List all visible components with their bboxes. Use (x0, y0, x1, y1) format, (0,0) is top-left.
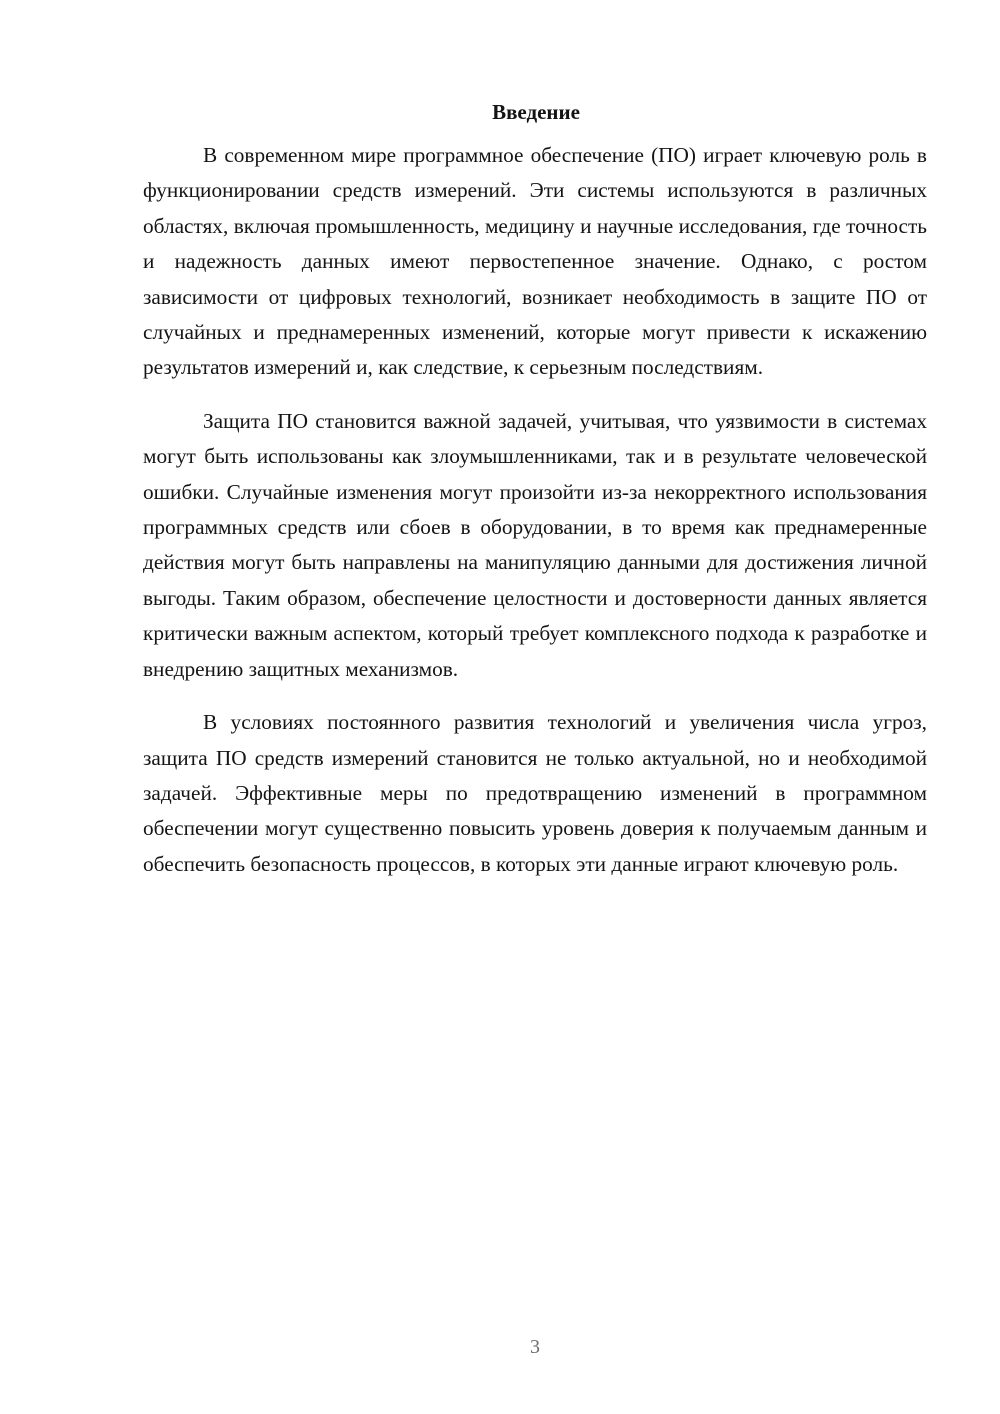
section-heading: Введение (492, 100, 580, 124)
paragraph-1: В современном мире программное обеспечение (ПО) играет ключевую роль в функционировании средств измерений. Эти системы используются в различных областях, включая промышленность, медицину и научные исследования, где точность и надежность данных имеют первостепенное значение. Однако, с ростом зависимости от цифровых технологий, возникает необходимость в защите ПО от случайных и преднамеренных изменений, которые могут привести к искажению результатов измерений и, как следствие, к серьезным последствиям. (143, 143, 927, 380)
page-content (143, 92, 927, 900)
paragraph-2: Защита ПО становится важной задачей, учитывая, что уязвимости в системах могут быть использованы как злоумышленниками, так и в результате человеческой ошибки. Случайные изменения могут произойти из-за некорректного использования программных средств или сбоев в оборудовании, в то время как преднамеренные действия могут быть направлены на манипуляцию данными для достижения личной выгоды. Таким образом, обеспечение целостности и достоверности данных является критически важным аспектом, который требует комплексного подхода к разработке и внедрению защитных механизмов. (143, 408, 927, 681)
paragraph-3: В условиях постоянного развития технологий и увеличения числа угроз, защита ПО средств измерений становится не только актуальной, но и необходимой задачей. Эффективные меры по предотвращению изменений в программном обеспечении могут существенно повысить уровень доверия к получаемым данным и обеспечить безопасность процессов, в которых эти данные играют ключевую роль. (143, 710, 927, 876)
page-number: 3 (530, 1336, 540, 1358)
